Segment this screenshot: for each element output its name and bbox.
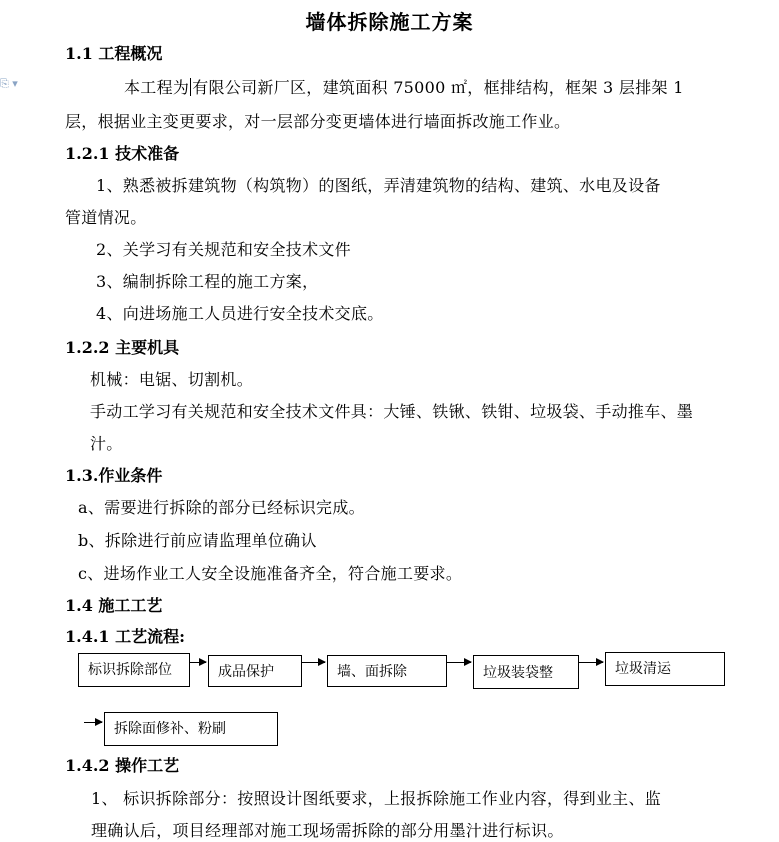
heading-1-3: 1.3.作业条件 [65,466,163,485]
overview-paragraph-line2: 层，根据业主变更要求，对一层部分变更墙体进行墙面拆改施工作业。 [65,112,571,131]
document-title: 墙体拆除施工方案 [305,10,474,34]
operation-step1-line1: 1、 标识拆除部分：按照设计图纸要求，上报拆除施工作业内容，得到业主、监 [91,789,662,808]
overview-paragraph-line1 [124,78,684,98]
tools-line1: 手动工学习有关规范和安全技术文件具：大锤、铁锹、铁钳、垃圾袋、手动推车、墨 [90,402,694,421]
condition-c: c、进场作业工人安全设施准备齐全，符合施工要求。 [78,564,463,583]
flow-arrow-4 [579,662,603,663]
heading-1-2-1: 1.2.1 技术准备 [65,144,180,163]
tech-prep-item3: 3、编制拆除工程的施工方案， [96,272,319,291]
flow-step-demolition: 墙、面拆除 [327,655,447,687]
flow-step-repair: 拆除面修补、粉刷 [104,712,278,746]
flow-step-removal: 垃圾清运 [605,652,725,686]
flow-arrow-5 [84,722,102,723]
overview-text-b: 有限公司新厂区，建筑面积 75000 ㎡，框排结构，框架 3 层排架 1 [192,78,684,97]
flow-arrow-2 [302,662,325,663]
flow-arrow-3 [447,662,471,663]
flow-step-bagging: 垃圾装袋整 [473,655,579,689]
flow-arrow-1 [190,662,206,663]
condition-b: b、拆除进行前应请监理单位确认 [78,531,317,550]
overview-text-a: 本工程为 [124,78,190,97]
operation-step1-line2: 理确认后，项目经理部对施工现场需拆除的部分用墨汁进行标识。 [91,821,564,840]
tech-prep-item1-line1: 1、熟悉被拆建筑物（构筑物）的图纸，弄清建筑物的结构、建筑、水电及设备 [96,176,661,195]
heading-1-4-2: 1.4.2 操作工艺 [65,756,180,775]
paragraph-marker-icon: ⎘ ▾ [0,77,18,90]
condition-a: a、需要进行拆除的部分已经标识完成。 [78,498,365,517]
heading-1-4-1: 1.4.1 工艺流程: [65,627,186,646]
flow-step-protection: 成品保护 [208,655,302,687]
heading-1-1: 1.1 工程概况 [65,44,163,63]
tech-prep-item1-line2: 管道情况。 [65,208,147,227]
flow-step-mark-area: 标识拆除部位 [78,653,190,687]
tech-prep-item4: 4、向进场施工人员进行安全技术交底。 [96,304,384,323]
heading-1-2-2: 1.2.2 主要机具 [65,338,180,357]
tools-line2: 汁。 [90,434,123,453]
machinery-line: 机械：电锯、切割机。 [90,370,254,389]
heading-1-4: 1.4 施工工艺 [65,596,163,615]
tech-prep-item2: 2、关学习有关规范和安全技术文件 [96,240,351,259]
